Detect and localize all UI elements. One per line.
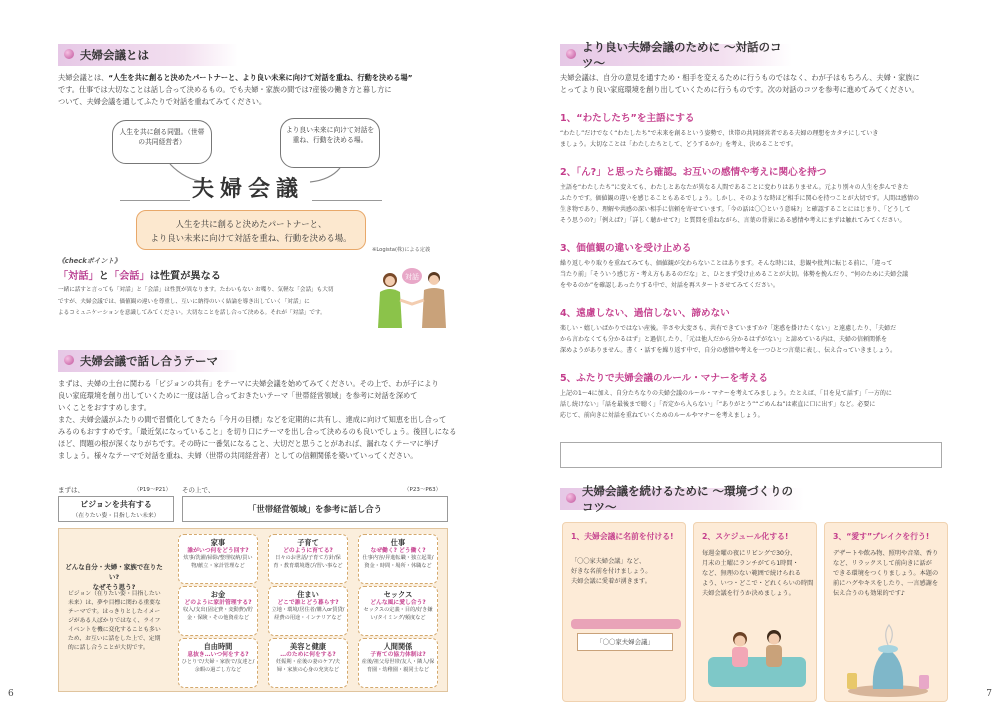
tip-text-line: ましょう。大切なことは「わたしたちとして、どうするか?」を考え、決めることです。	[560, 141, 797, 148]
themes-paragraph	[58, 378, 458, 462]
intro-text-d: ついて、夫婦会議を通してふたりで対話を重ねてみてください。	[58, 97, 267, 106]
aroma-diffuser-illustration	[833, 619, 943, 699]
couple-handshake-illustration	[372, 258, 452, 330]
bubble-dialogue: より良い未来に向けて対話を重ね、行動を決める場。	[280, 118, 380, 168]
vision-question	[64, 562, 164, 592]
theme-title: 子育て	[297, 538, 319, 547]
environment-card-text: 毎週金曜の夜にリビングで30分、	[702, 550, 797, 557]
section-heading-text: 夫婦会議とは	[80, 48, 149, 62]
theme-details: 産後/祖父母世帯/友人・隣人/保育園・幼稚園・親同士など	[361, 659, 435, 673]
check-heading-rest: は性質が異なる	[149, 271, 221, 282]
theme-card	[268, 638, 348, 688]
theme-title: お金	[210, 590, 226, 599]
section-heading-environment-tips	[560, 484, 804, 514]
intro-text-c: です。仕事では大切なことは話し合って決めるもの。でも夫婦・家族の間では?産後の働き方と暮し方に	[58, 85, 392, 94]
theme-card	[268, 534, 348, 584]
environment-card-text: できる環境をつくりましょう。本題の	[833, 570, 939, 577]
step2-pages: （P23〜P63）	[404, 487, 442, 493]
theme-title: 住まい	[297, 590, 319, 599]
theme-question: 誰がいつ何をどう回す?	[187, 548, 249, 554]
step1-box-line-2: （在りたい姿・目指したい未来）	[72, 513, 160, 519]
themes-text-1: まずは、夫婦の土台に関わる「ビジョンの共有」をテーマに夫婦会議を始めてみてください。その上で、わが子により	[58, 379, 439, 388]
tip-text-line: 主語を“わたしたち”に変えても、わたしとあなたが異なる人間であることに変わりはありません。元より別々の人生を歩んできた	[560, 184, 909, 191]
title-rule-left	[120, 200, 190, 201]
tip-text-line: から言わなくても分かるはず」と過信したり、「元は他人だから分かるはずがない」と諦めている内は、夫婦の信頼関係を	[560, 336, 888, 343]
theme-details: 立地・環境/居住者/購入or賃貸/経費の用途・インテリアなど	[271, 607, 345, 621]
section-heading-text: 夫婦会議を続けるために 〜環境づくりのコツ〜	[582, 484, 794, 514]
dialogue-intro-2: とってより良い家庭環境を創り出していくために行うものです。次の対話のコツを参考に進めてみてください。	[560, 85, 919, 94]
environment-card-title: 1、夫婦会議に名前を付ける!	[571, 532, 674, 541]
section-heading-what-is	[58, 44, 238, 66]
themes-text-2: 良い家庭環境を創り出していくために一度は話し合っておきたいテーマ「世帯経営領域」を参考に対話を深めて	[58, 391, 418, 400]
check-heading-kaiwa: 「会話」	[108, 271, 150, 282]
theme-details: 仕事内容/昇進転職・独立起業/資金・時間・場所・休職など	[362, 555, 434, 569]
check-text-1: 一緒に話すと言っても「対話」と「会話」は性質が異なります。たわいもない お喋り、気軽な「会話」も大切	[58, 287, 334, 293]
family-name-sign: 「〇〇家夫婦会議」	[577, 633, 673, 651]
theme-card	[178, 534, 258, 584]
theme-details: セックスの定義・目的/好き嫌い/タイミング/頻度など	[363, 607, 433, 621]
page-number-left: 6	[8, 689, 14, 699]
tip-heading: 3、価値観の違いを受け止める	[560, 243, 692, 254]
theme-card	[358, 534, 438, 584]
environment-card-text: 夫婦会議に愛着が湧きます。	[571, 578, 651, 585]
environment-card	[693, 522, 817, 702]
theme-question: どのように家計管理する?	[184, 600, 252, 606]
section-heading-text: より良い夫婦会議のために 〜対話のコツ〜	[582, 40, 782, 70]
check-heading-to: と	[98, 271, 109, 282]
dialogue-intro-1: 夫婦会議は、自分の意見を通すため・相手を変えるために行うものではなく、わが子はもちろん、夫婦・家族に	[560, 73, 920, 82]
theme-question: 子育ての協力体制は?	[370, 652, 426, 658]
step1-pages: （P19〜P21）	[134, 487, 172, 493]
dialogue-intro	[560, 72, 950, 96]
environment-card-text: など、無理のない範囲で続けられる	[702, 570, 801, 577]
theme-question: …のために何をする?	[280, 652, 336, 658]
theme-title: セックス	[383, 590, 413, 599]
theme-title: 美容と健康	[290, 642, 326, 651]
theme-title: 家事	[210, 538, 226, 547]
notes-box[interactable]	[560, 442, 942, 468]
tip-text-line: 上記の1〜4に加え、自分たちなりの夫婦会議のルール・マナーを考えてみましょう。たとえば、「目を見て話す」「一方的に	[560, 390, 892, 397]
tip-heading: 5、ふたりで夫婦会議のルール・マナーを考える	[560, 373, 768, 384]
theme-title: 自由時間	[203, 642, 233, 651]
tip-text-line: 楽しい・嬉しいばかりではない産後。辛さや大変さも、共有できていますか?「迷惑を掛けたくない」と遠慮したり、「夫婦だ	[560, 325, 897, 332]
step1-box-line-1: ビジョンを共有する	[80, 500, 152, 509]
environment-card-text: 好きな名前を付けましょう。	[571, 568, 652, 575]
vision-question-1: どんな自分・夫婦・家族で在りたい?	[65, 563, 163, 581]
themes-text-4: また、夫婦会議がふたりの間で習慣化してきたら「今月の目標」などを定期的に共有し、達成に向けて知恵を出し合って	[58, 415, 447, 424]
theme-card	[178, 638, 258, 688]
intro-paragraph	[58, 72, 458, 108]
fufu-kaigi-title: 夫婦会議	[192, 177, 305, 202]
tip-heading: 4、遠慮しない、過信しない、諦めない	[560, 308, 730, 319]
theme-question: 息抜き…いつ何をする?	[187, 652, 249, 658]
theme-question: どんな風に愛し合う?	[370, 600, 426, 606]
environment-card	[824, 522, 948, 702]
tip-heading: 1、“わたしたち”を主語にする	[560, 113, 695, 124]
theme-card	[358, 638, 438, 688]
tip-text-line: ふたりです。価値観の違いを感じることもあるでしょう。しかし、そのような時ほど相手に関心を持つことが大切です。人間は感情の	[560, 195, 919, 202]
definition-box	[136, 210, 366, 250]
theme-card	[268, 586, 348, 636]
tip-text-line: “わたし”だけでなく“わたしたち”で未来を創るという姿勢で、世帯の共同経営者である夫婦の理想をカタチにしていき	[560, 130, 879, 137]
theme-title: 人間関係	[383, 642, 413, 651]
themes-text-3: いくことをおすすめします。	[58, 403, 151, 412]
right-page	[500, 0, 1000, 706]
page-number-right: 7	[986, 689, 992, 699]
theme-question: なぜ働く? どう働く?	[370, 548, 426, 554]
vision-question-2: なぜそう思う?	[92, 583, 136, 591]
check-heading-taiwa: 「対話」	[58, 271, 99, 282]
bubble-alliance: 人生を共に創る同盟。（世帯の共同経営者）	[112, 120, 212, 164]
theme-details: ひとりで/夫婦・家族で/友達と/余暇の過ごし方など	[181, 659, 255, 673]
environment-card-text: よう、いつ・どこで・どれくらいの時間	[702, 580, 814, 587]
theme-question: どこで誰とどう暮らす?	[277, 600, 339, 606]
environment-card-text: など、リラックスして前向きに話が	[833, 560, 932, 567]
themes-text-5: みるのもおすすめです。「最近気になっていること」を切り口にテーマを出し合って決めるのも良いでしょう。後回しになる	[58, 427, 457, 436]
step1-label: まずは、	[58, 486, 84, 494]
intro-definition: “人生を共に創ると決めたパートナーと、より良い未来に向けて対話を重ね、行動を決める場”	[108, 73, 413, 82]
step1-vision-box	[58, 496, 174, 522]
theme-title: 仕事	[390, 538, 406, 547]
tip-text-line: 応じて、前向きに対話を重ねていくためのルールやマナーを考えましょう。	[560, 412, 764, 419]
environment-card	[562, 522, 686, 702]
environment-card-title: 2、スケジュール化する!	[702, 532, 789, 541]
tip-heading: 2、「ん?」と思ったら確認。お互いの感情や考えに関心を持つ	[560, 167, 827, 178]
section-heading-text: 夫婦会議で話し合うテーマ	[80, 354, 218, 368]
check-point-label: 《checkポイント》	[58, 257, 121, 265]
environment-card-text: 夫婦会議を行うか決めましょう。	[702, 590, 795, 597]
couple-sofa-illustration	[702, 617, 812, 697]
theme-details: 日々のお世話/子育て方針/保育・教育環境選び/習い事など	[273, 555, 343, 569]
sofa-illustration	[571, 619, 681, 629]
themes-text-7: ましょう。様々なテーマで対話を重ね、夫婦（世帯の共同経営者）としての信頼関係を築いていってください。	[58, 451, 418, 460]
tip-text-line: そう思うの?」「例えば?」「詳しく聴かせて?」と質問を重ねながら、言葉の背景にある感情や考えにまずは触れてみてください。	[560, 217, 906, 224]
step2-label: その上で、	[182, 486, 215, 494]
tip-text-line: をやるのか”を確認しあったりする中で、対話を再スタートさせてみてください。	[560, 282, 779, 289]
tip-text-line: 当たり前」「そういう感じ方・考え方もあるのだな」と、ひとまず受け止めることが大切。体勢を挽んだり、“何のために夫婦会議	[560, 271, 909, 278]
theme-card	[358, 586, 438, 636]
tip-text-line: 話し続けない」「話を最後まで聴く」「否定から入らない」「“ありがとう”“ごめんね”は素直に口に出す」など。必要に	[560, 401, 876, 408]
theme-card	[178, 586, 258, 636]
tip-text-line: 深めようがありません。書く・話すを繰り返す中で、自分の感情や考えを一つひとつ言葉に表し、伝え合っていきましょう。	[560, 347, 897, 354]
tip-text-line: 生き物であり、理解や共感の深い相手に信頼を寄せています。「今の話は〇〇という意味?」と確認することにはじまり、「どうして	[560, 206, 911, 213]
intro-text-a: 夫婦会議とは、	[58, 73, 109, 82]
check-text-3: よるコミュニケーションを意識してみてください。大切なことを話し合って決める。それが「対話」です。	[58, 310, 326, 316]
theme-details: 妊娠期・産後の妻のケア/夫婦・家族の心身の充実など	[276, 659, 340, 673]
svg-text:対話: 対話	[405, 273, 419, 281]
check-paragraph	[58, 285, 378, 320]
definition-line-1: 人生を共に創ると決めたパートナーと、	[175, 219, 327, 229]
definition-note: ※Logista(株)による定義	[372, 247, 431, 253]
check-heading	[58, 267, 221, 282]
definition-line-2: より良い未来に向けて対話を重ね、行動を決める場。	[150, 233, 352, 243]
vision-explanation: ビジョン（在りたい姿・目指したい未来）は、夢や目標に関わる重要なテーマです。はっきりとしたイメージがある人ばかりではなく、ライフイベントを機に変化することも多いため、お互いに話をした上で、定期的に話し合うことが大切です。	[68, 591, 161, 651]
step2-domains-box: 「世帯経営領域」を参考に話し合う	[182, 496, 448, 522]
section-heading-themes	[58, 350, 238, 372]
title-rule-right	[312, 200, 382, 201]
theme-question: どのように育てる?	[283, 548, 333, 554]
check-text-2: ですが、夫婦会議では、価値観の違いを尊重し、互いに納得のいく結論を導き出していく「対話」に	[58, 298, 310, 305]
environment-card-text: 伝え合うのも効果的です♪	[833, 590, 906, 597]
environment-card-text: 「〇〇家夫婦会議」など、	[571, 558, 646, 565]
environment-card-text: 月末の土曜にランチがてら1時間・	[702, 560, 799, 567]
theme-details: 炊事/洗濯/掃除/整理収納/買い物/献立・家計管理など	[183, 555, 253, 569]
theme-details: 収入/支出(固定費・変動費)/貯金・保険・その他資産など	[183, 607, 253, 621]
section-heading-dialogue-tips	[560, 40, 792, 70]
themes-text-6: ほど、問題の根が深くなりがちです。その時に一番気になること、大切だと思うことがあれば、漏れなくテーマに挙げ	[58, 439, 439, 448]
tip-text-line: 繰り返しやり取りを重ねてみても、価値観が交わらないことはあります。そんな時には、悲観や批判に転じる前に、「違って	[560, 260, 893, 267]
environment-card-text: 前にハグやキスをしたり、一言感謝を	[833, 580, 939, 587]
environment-card-title: 3、“愛す”ブレイクを行う!	[833, 532, 930, 541]
environment-card-text: デザートや飲み物、照明や音楽、香り	[833, 550, 939, 557]
